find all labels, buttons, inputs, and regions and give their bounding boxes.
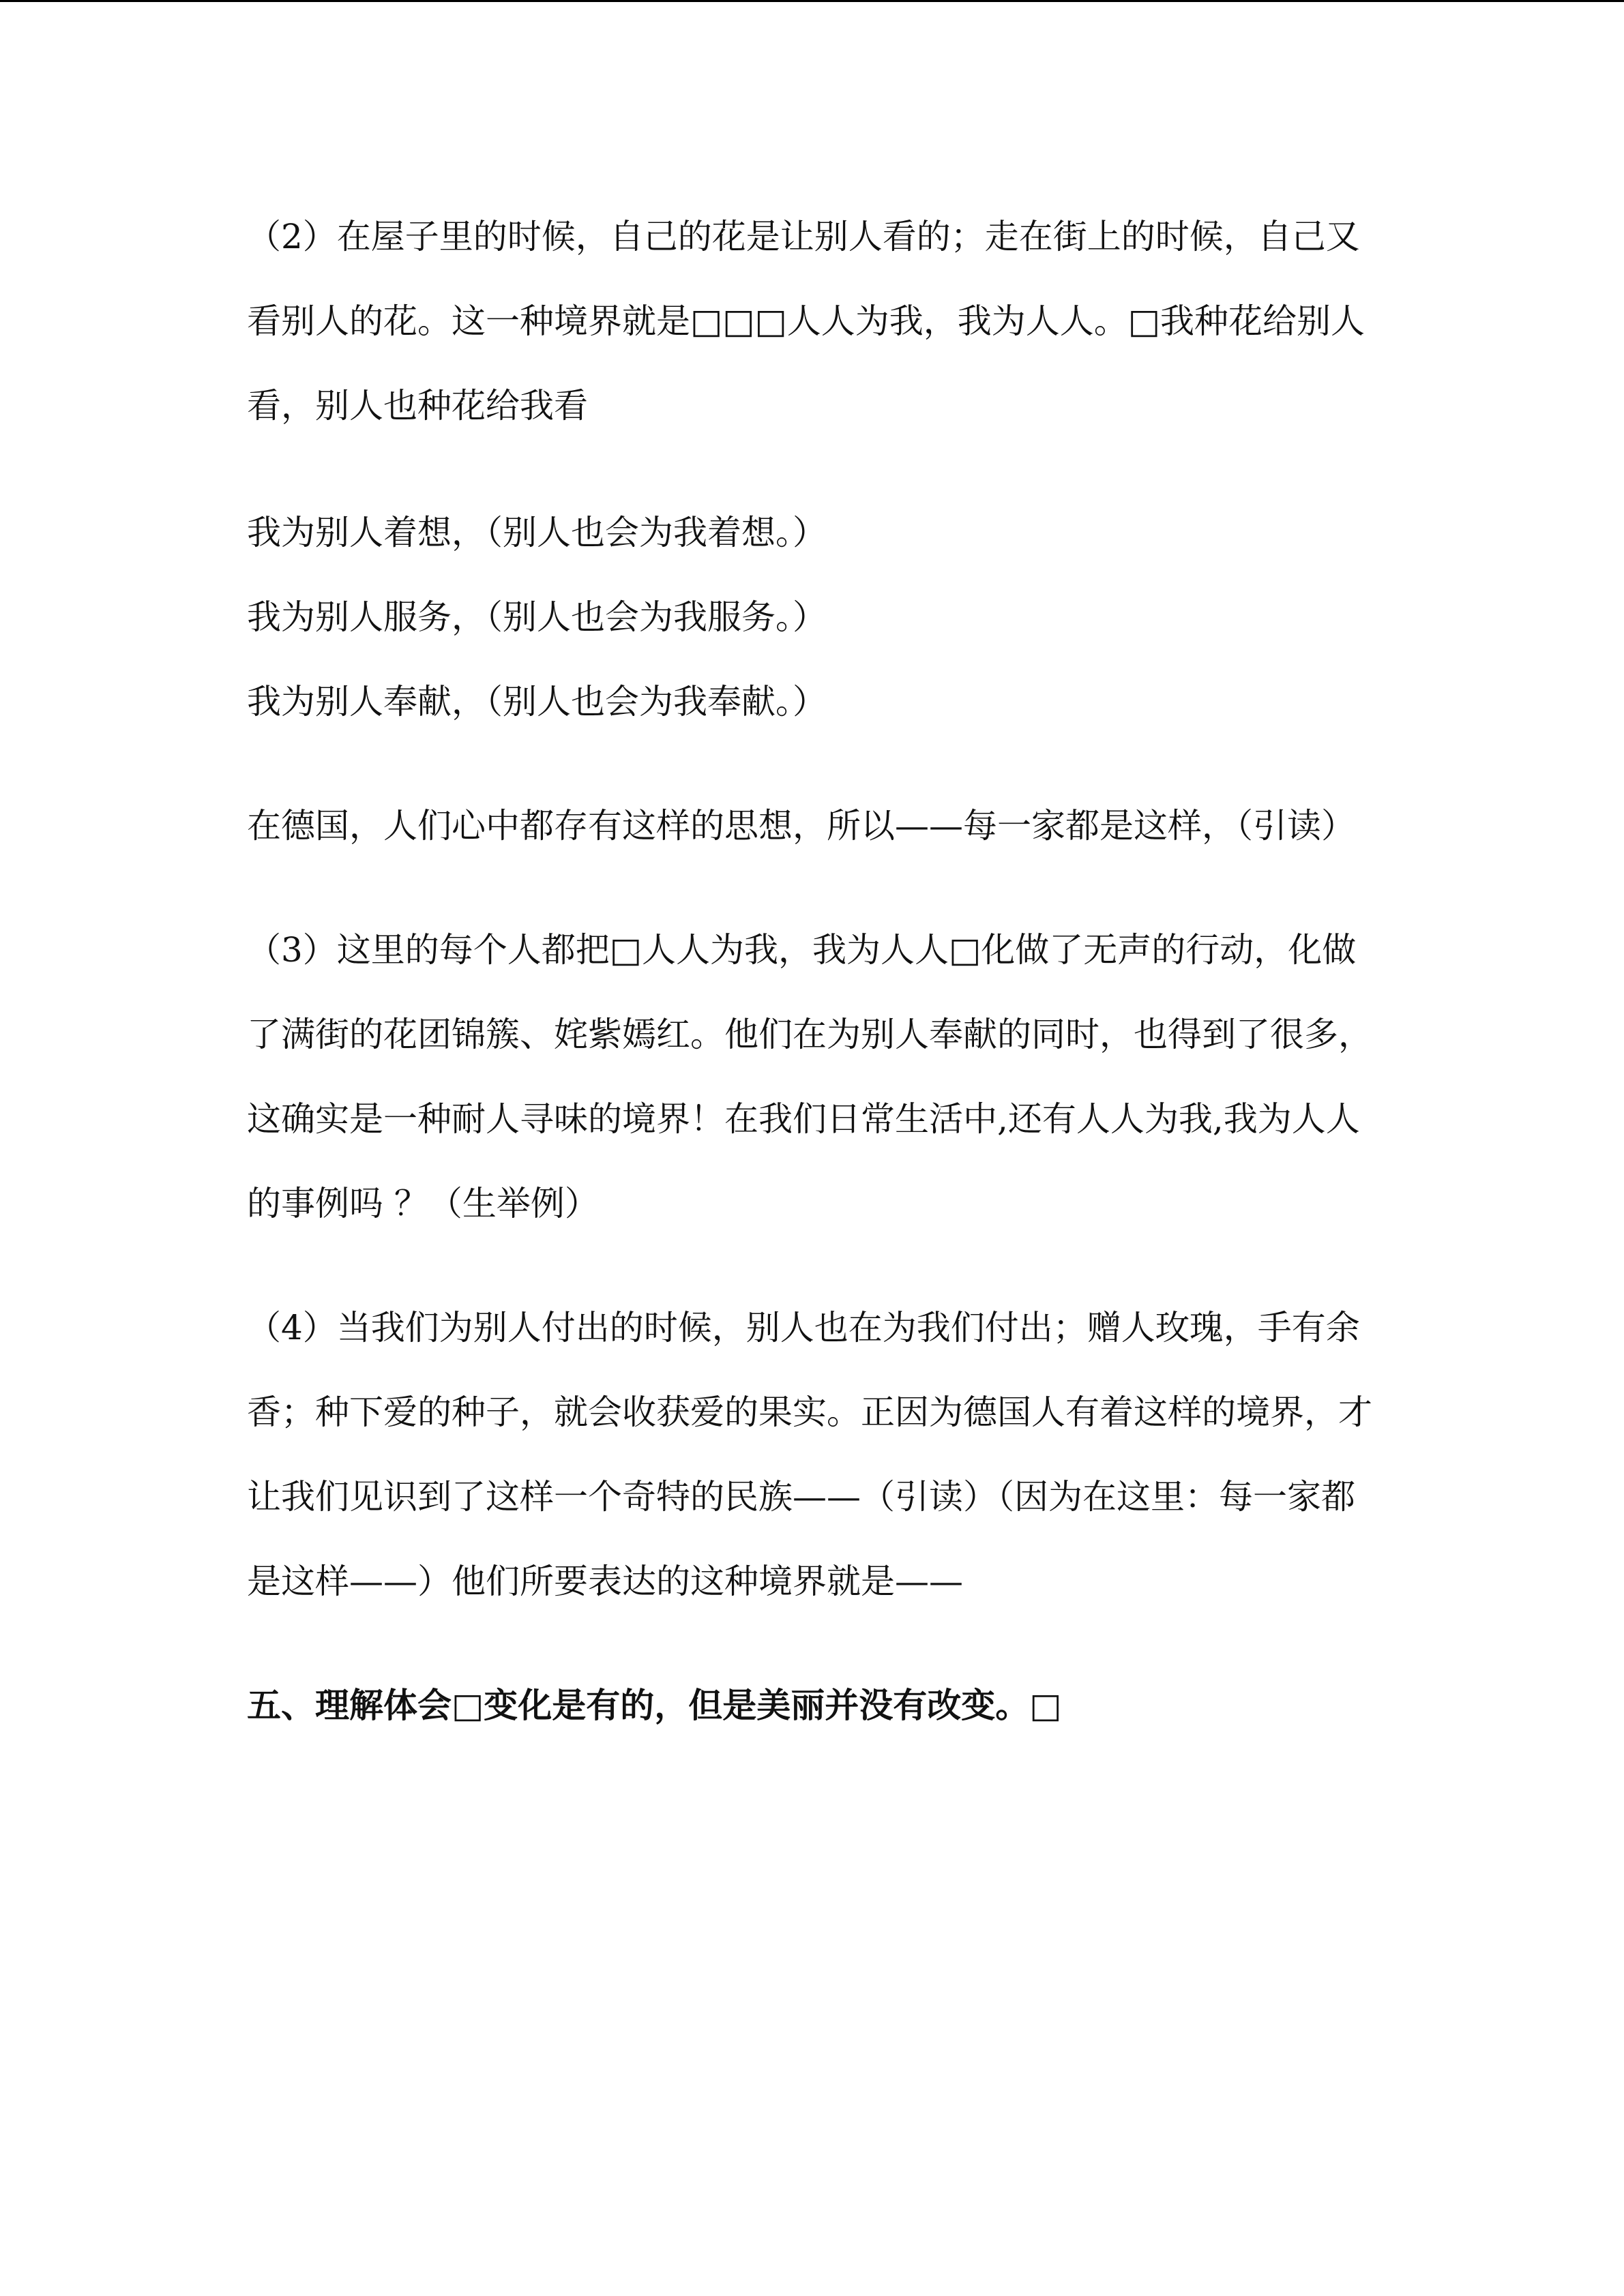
- paragraph-3: （3）这里的每个人都把□人人为我，我为人人□化做了无声的行动，化做了满街的花团锦簇、姹紫嫣红。他们在为别人奉献的同时，也得到了很多，这确实是一种耐人寻味的境界！在我们日常生活中,还有人人为我,我为人人的事例吗 ？（生举例）: [247, 930, 1372, 1223]
- paragraph-germany: 在德国，人们心中都存有这样的思想，所以——每一家都是这样，（引读）: [247, 806, 1355, 846]
- spacer: [247, 1246, 1379, 1285]
- paragraph-4: （4）当我们为别人付出的时候，别人也在为我们付出；赠人玫瑰，手有余香；种下爱的种子，就会收获爱的果实。正因为德国人有着这样的境界，才让我们见识到了这样一个奇特的民族——（引读）（因为在这里：每一家都是这样——）他们所要表达的这种境界就是——: [247, 1308, 1372, 1601]
- spacer: [247, 1624, 1379, 1663]
- document-page: [247, 194, 1379, 1748]
- spacer: [247, 744, 1379, 784]
- paragraph-2: （2）在屋子里的时候，自己的花是让别人看的；走在街上的时候，自己又看别人的花。这一种境界就是□□□人人为我，我为人人。□我种花给别人看，别人也种花给我看: [247, 217, 1365, 426]
- sentence-line-2: 我为别人服务，（别人也会为我服务。）: [247, 597, 827, 637]
- spacer: [247, 448, 1379, 490]
- sentence-line-1: 我为别人着想，（别人也会为我着想。）: [247, 513, 827, 552]
- parallel-sentences: [247, 490, 1379, 744]
- spacer: [247, 868, 1379, 908]
- sentence-line-3: 我为别人奉献，（别人也会为我奉献。）: [247, 682, 827, 721]
- top-border-line: [0, 0, 1624, 2]
- section-heading: 五、理解体会□变化是有的，但是美丽并没有改变。□: [247, 1685, 1062, 1725]
